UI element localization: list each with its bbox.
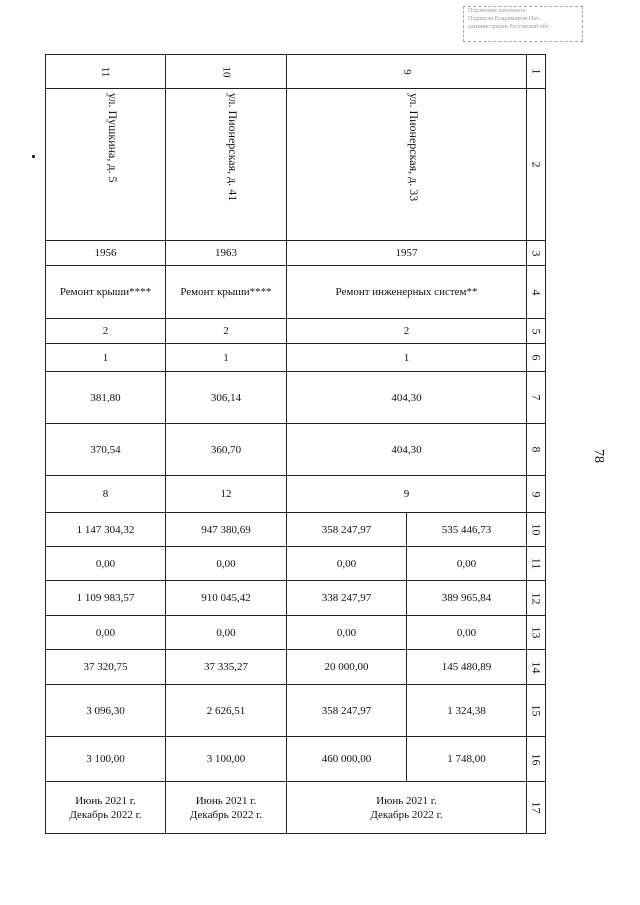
table-row — [46, 782, 546, 834]
table-row — [46, 685, 546, 737]
page-number: 78 — [591, 449, 606, 463]
table-cell: 1 — [166, 344, 287, 372]
row-number: 3 — [527, 241, 546, 266]
table-row — [46, 266, 546, 319]
year-cell: 1956 — [46, 241, 166, 266]
work-type-cell: Ремонт крыши**** — [46, 266, 166, 319]
row-number: 17 — [527, 782, 546, 834]
table-cell: 0,00 — [166, 547, 287, 581]
stamp-line: Подписан Владимиром Нач... — [468, 16, 544, 22]
table-row — [46, 547, 546, 581]
table-cell: 1 — [287, 344, 527, 372]
table-cell: 0,00 — [46, 547, 166, 581]
period-start: Июнь 2021 г. — [195, 794, 257, 807]
work-type-cell: Ремонт инженерных систем** — [287, 266, 527, 319]
period-cell — [46, 782, 166, 834]
period-cell — [166, 782, 287, 834]
table-cell: 37 320,75 — [46, 650, 166, 685]
period-start: Июнь 2021 г. — [75, 794, 136, 807]
table-row — [46, 344, 546, 372]
table-cell: 3 096,30 — [46, 685, 166, 737]
table-cell: 1 109 983,57 — [46, 581, 166, 616]
table-row — [46, 581, 546, 616]
table-cell: 8 — [46, 476, 166, 513]
table-cell: 0,00 — [407, 547, 527, 581]
table-cell: 3 100,00 — [166, 737, 287, 782]
address-cell: ул. Пионерская, д. 41 — [166, 89, 287, 241]
address-cell: ул. Пушкина, д. 5 — [46, 89, 166, 241]
table-row — [46, 372, 546, 424]
table-cell: 37 335,27 — [166, 650, 287, 685]
period-end: Декабрь 2022 г. — [370, 808, 443, 821]
object-number-cell: 9 — [287, 55, 527, 89]
period-start: Июнь 2021 г. — [376, 794, 437, 807]
table-cell: 3 100,00 — [46, 737, 166, 782]
table-cell: 360,70 — [166, 424, 287, 476]
table-cell: 1 147 304,32 — [46, 513, 166, 547]
repair-table — [45, 54, 546, 834]
table-cell: 145 480,89 — [407, 650, 527, 685]
table-cell: 535 446,73 — [407, 513, 527, 547]
table-row — [46, 737, 546, 782]
row-number: 12 — [527, 581, 546, 616]
table-cell: 306,14 — [166, 372, 287, 424]
row-number: 9 — [527, 476, 546, 513]
table-cell: 12 — [166, 476, 287, 513]
table-row — [46, 424, 546, 476]
official-stamp — [463, 6, 583, 42]
table-cell: 381,80 — [46, 372, 166, 424]
table-cell: 358 247,97 — [287, 685, 407, 737]
table-row — [46, 650, 546, 685]
period-end: Декабрь 2022 г. — [69, 808, 142, 821]
table-cell: 0,00 — [287, 547, 407, 581]
table-cell: 0,00 — [287, 616, 407, 650]
table-cell: 1 — [46, 344, 166, 372]
row-number: 14 — [527, 650, 546, 685]
table-cell: 2 — [166, 319, 287, 344]
row-number: 6 — [527, 344, 546, 372]
work-type-cell: Ремонт крыши**** — [166, 266, 287, 319]
table-row — [46, 476, 546, 513]
margin-dot — [32, 155, 35, 158]
table-cell: 358 247,97 — [287, 513, 407, 547]
table-cell: 404,30 — [287, 424, 527, 476]
row-number: 10 — [527, 513, 546, 547]
table-cell: 1 324,38 — [407, 685, 527, 737]
row-number: 8 — [527, 424, 546, 476]
table-cell: 910 045,42 — [166, 581, 287, 616]
row-number: 4 — [527, 266, 546, 319]
table-cell: 947 380,69 — [166, 513, 287, 547]
table-cell: 338 247,97 — [287, 581, 407, 616]
table-row — [46, 513, 546, 547]
table-cell: 0,00 — [166, 616, 287, 650]
year-cell: 1963 — [166, 241, 287, 266]
object-number-cell: 11 — [46, 55, 166, 89]
table-cell: 404,30 — [287, 372, 527, 424]
table-cell: 2 626,51 — [166, 685, 287, 737]
row-number: 13 — [527, 616, 546, 650]
table-cell: 20 000,00 — [287, 650, 407, 685]
row-number: 11 — [527, 547, 546, 581]
row-number: 7 — [527, 372, 546, 424]
row-number: 15 — [527, 685, 546, 737]
period-cell — [287, 782, 527, 834]
table-cell: 1 748,00 — [407, 737, 527, 782]
object-number-cell: 10 — [166, 55, 287, 89]
table-row — [46, 89, 546, 241]
stamp-line: администрации Ростовской обл. — [468, 24, 551, 30]
table-cell: 0,00 — [46, 616, 166, 650]
period-end: Декабрь 2022 г. — [189, 808, 263, 821]
row-number: 5 — [527, 319, 546, 344]
year-cell: 1957 — [287, 241, 527, 266]
table-row — [46, 319, 546, 344]
table-row — [46, 241, 546, 266]
table-cell: 2 — [46, 319, 166, 344]
row-number: 1 — [527, 55, 546, 89]
table-row — [46, 55, 546, 89]
table-cell: 2 — [287, 319, 527, 344]
table-cell: 460 000,00 — [287, 737, 407, 782]
row-number: 2 — [527, 89, 546, 241]
table-row — [46, 616, 546, 650]
stamp-line: Подлинник документа — [468, 8, 526, 14]
address-cell: ул. Пионерская, д. 33 — [287, 89, 527, 241]
table-cell: 370,54 — [46, 424, 166, 476]
table-cell: 389 965,84 — [407, 581, 527, 616]
table-cell: 0,00 — [407, 616, 527, 650]
table-cell: 9 — [287, 476, 527, 513]
row-number: 16 — [527, 737, 546, 782]
